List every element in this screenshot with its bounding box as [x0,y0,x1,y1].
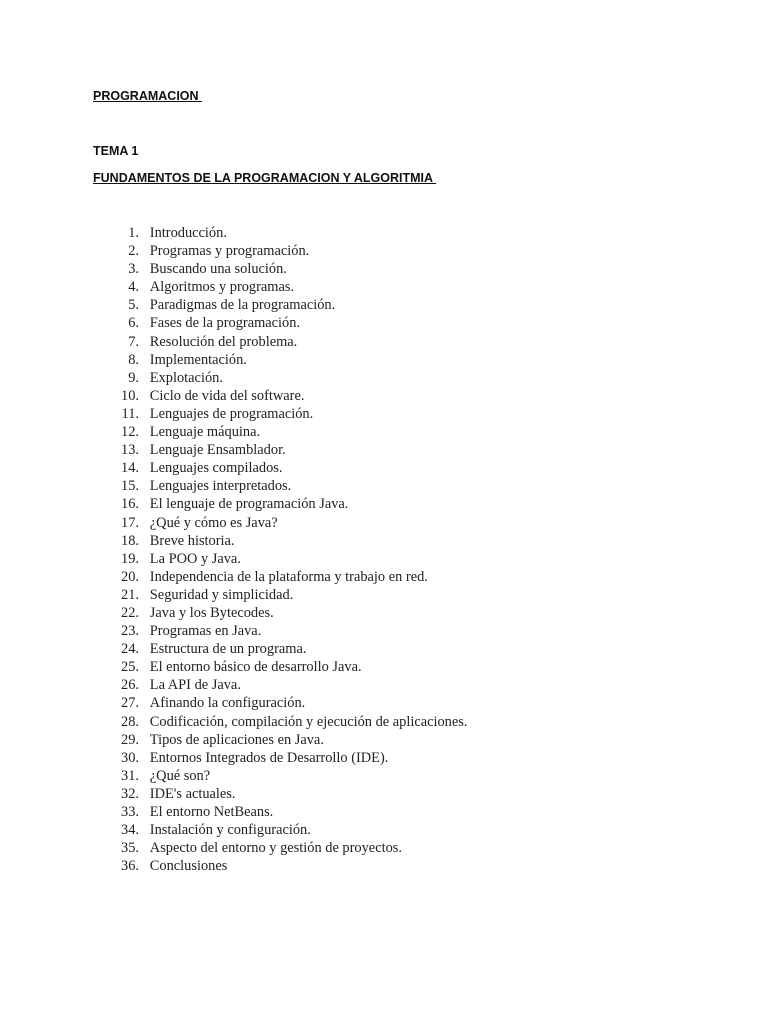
list-item-text: Ciclo de vida del software. [149,387,305,404]
list-item-number: 23. [121,623,139,640]
list-item-gap [139,731,150,749]
list-item [108,387,467,405]
list-item-text: Afinando la configuración. [149,695,306,712]
list-item-gap [139,658,150,676]
list-item-number: 12. [121,424,139,441]
list-item-gap [139,785,150,803]
list-item-text: Breve historia. [149,532,235,549]
list-item-text: Programas en Java. [149,623,262,640]
list-item-text: El entorno básico de desarrollo Java. [149,659,362,676]
list-item-text: Buscando una solución. [149,261,287,278]
list-item-number: 5. [128,297,139,314]
list-item-number: 15. [121,478,139,495]
document-title: PROGRAMACION [93,89,203,103]
list-item-number: 25. [121,659,139,676]
list-item [108,224,467,242]
list-item [108,314,467,332]
list-item [108,713,467,731]
list-item-number: 27. [121,695,139,712]
list-item-text: Estructura de un programa. [149,641,307,658]
list-item-gap [139,694,150,712]
list-item-number: 16. [121,496,139,513]
list-item-number: 36. [121,858,139,875]
list-item-gap [139,514,150,532]
list-item-text: Instalación y configuración. [149,822,311,839]
list-item-gap [139,713,150,731]
list-item-number: 26. [121,677,139,694]
list-item [108,676,467,694]
list-item [108,351,467,369]
list-item-number: 14. [121,460,139,477]
table-of-contents [108,224,467,875]
list-item [108,857,467,875]
list-item-text: El entorno NetBeans. [149,804,274,820]
list-item [108,694,467,712]
list-item [108,495,467,513]
list-item-gap [139,839,150,857]
list-item-text: Resolución del problema. [149,333,298,350]
list-item-number: 17. [121,514,139,531]
list-item-number: 8. [128,351,139,368]
list-item-number: 35. [121,840,139,857]
list-item-text: La POO y Java. [149,550,241,567]
list-item-number: 10. [121,387,139,404]
list-item [108,785,467,803]
list-item [108,550,467,568]
list-item [108,839,467,857]
list-item-gap [139,405,150,423]
list-item-gap [139,821,150,839]
list-item-number: 11. [121,405,139,422]
topic-subtitle: FUNDAMENTOS DE LA PROGRAMACION Y ALGORITMIA [93,171,437,185]
list-item-number: 9. [128,369,139,386]
list-item-number: 13. [121,442,139,459]
list-item [108,296,467,314]
list-item-text: Algoritmos y programas. [149,279,295,296]
list-item-gap [139,387,150,405]
list-item [108,260,467,278]
list-item-text: Lenguaje máquina. [149,424,261,441]
list-item-number: 4. [128,279,139,296]
list-item-number: 7. [128,333,139,350]
list-item-number: 24. [121,641,139,658]
list-item-gap [139,857,150,875]
list-item [108,622,467,640]
list-item-text: Seguridad y simplicidad. [149,586,294,603]
topic-heading: TEMA 1 [93,144,139,158]
list-item-gap [139,296,150,314]
list-item-text: Implementación. [149,351,247,368]
list-item [108,532,467,550]
list-item-number: 3. [128,261,139,278]
list-item [108,767,467,785]
list-item-text: Codificación, compilación y ejecución de aplicaciones. [149,713,468,730]
list-item-text: Conclusiones [149,858,228,875]
list-item-text: Explotación. [149,369,223,386]
list-item [108,423,467,441]
list-item-gap [139,640,150,658]
list-item-text: Lenguajes de programación. [149,405,314,422]
list-item [108,405,467,423]
list-item-gap [139,622,150,640]
list-item [108,749,467,767]
list-item-number: 19. [121,550,139,567]
list-item-number: 6. [128,315,139,332]
list-item [108,369,467,387]
list-item-gap [139,441,150,459]
list-item [108,278,467,296]
list-item [108,514,467,532]
list-item-gap [139,423,150,441]
list-item [108,658,467,676]
list-item-text: Programas y programación. [149,243,310,260]
list-item-gap [139,495,150,513]
list-item-gap [139,477,150,495]
list-item-gap [139,314,150,332]
list-item-gap [139,676,150,694]
list-item [108,604,467,622]
list-item-text: La API de Java. [149,677,241,694]
list-item-text: Lenguajes compilados. [149,460,283,477]
list-item-number: 20. [121,568,139,585]
list-item-gap [139,568,150,586]
list-item-number: 1. [128,225,139,241]
list-item-gap [139,767,150,785]
list-item-text: Lenguaje Ensamblador. [149,442,286,459]
list-item-text: Java y los Bytecodes. [149,604,274,621]
list-item-text: IDE's actuales. [149,785,236,802]
list-item [108,477,467,495]
list-item-gap [139,351,150,369]
list-item [108,640,467,658]
list-item-gap [139,278,150,296]
list-item-number: 30. [121,749,139,766]
list-item [108,242,467,260]
list-item-text: Fases de la programación. [149,315,301,332]
list-item-number: 34. [121,822,139,839]
list-item-gap [139,260,150,278]
list-item-gap [139,532,150,550]
list-item-number: 22. [121,604,139,621]
list-item-text: Aspecto del entorno y gestión de proyectos. [149,840,402,857]
list-item-text: El lenguaje de programación Java. [149,496,349,513]
list-item-text: Independencia de la plataforma y trabajo en red. [149,568,428,585]
list-item-gap [139,749,150,767]
list-item-number: 28. [121,713,139,730]
list-item-number: 21. [121,586,139,603]
list-item [108,731,467,749]
list-item-gap [139,803,150,821]
list-item-gap [139,586,150,604]
list-item [108,586,467,604]
list-item [108,803,467,821]
list-item [108,568,467,586]
list-item-number: 2. [128,243,139,260]
list-item-text: Lenguajes interpretados. [149,478,292,495]
list-item-text: Tipos de aplicaciones en Java. [149,731,324,748]
list-item-number: 33. [121,804,139,820]
list-item-number: 29. [121,731,139,748]
list-item-text: ¿Qué y cómo es Java? [149,514,278,531]
list-item-gap [139,369,150,387]
list-item [108,459,467,477]
list-item-gap [139,242,150,260]
list-item-gap [139,550,150,568]
list-item-gap [139,224,150,242]
list-item-number: 31. [121,767,139,784]
list-item-number: 18. [121,532,139,549]
list-item-gap [139,604,150,622]
list-item [108,821,467,839]
list-item-text: Entornos Integrados de Desarrollo (IDE). [149,749,389,766]
list-item-text: Introducción. [149,225,227,241]
list-item-gap [139,459,150,477]
list-item [108,441,467,459]
list-item-number: 32. [121,785,139,802]
list-item-text: Paradigmas de la programación. [149,297,336,314]
list-item-gap [139,333,150,351]
list-item-text: ¿Qué son? [149,767,211,784]
list-item [108,333,467,351]
